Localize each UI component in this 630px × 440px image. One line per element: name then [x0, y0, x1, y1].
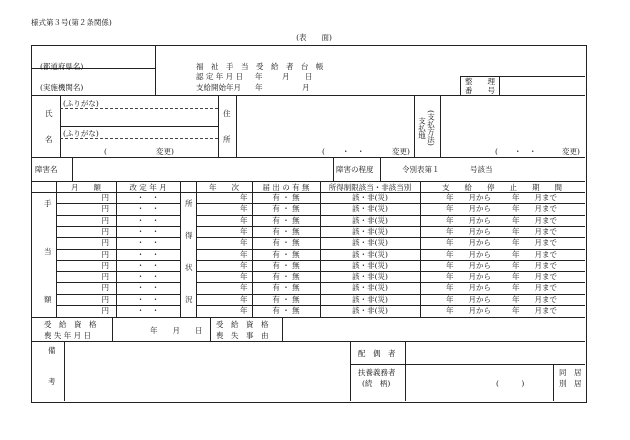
prefecture-label: (都道府県名): [40, 62, 84, 71]
notice-cell: 有 ・ 無: [272, 294, 300, 304]
notice-cell: 有 ・ 無: [272, 283, 300, 293]
payment-change: 変更): [562, 147, 580, 156]
suspension-to-cell: 年 月まで: [512, 272, 557, 282]
income-cell: 該・非(災): [352, 272, 388, 282]
suspension-to-cell: 年 月まで: [512, 238, 557, 248]
shotoku-char: 所: [185, 199, 193, 208]
table-bottom-line: [31, 317, 585, 318]
separate-label: 別 居: [559, 379, 582, 388]
suspension-from-cell: 年 月から: [446, 249, 491, 259]
supporter-label: 扶養義務者: [358, 368, 396, 377]
header-suspension: 支 給 停 止 期 間: [442, 183, 562, 192]
header-revision: 改 定 年 月: [129, 183, 167, 192]
payment-place-label: 支払地: [417, 117, 427, 140]
suspension-from-cell: 年 月から: [446, 294, 491, 304]
suspension-from-cell: 年 月から: [446, 306, 491, 315]
row-line: [56, 249, 180, 250]
header-line: [31, 192, 585, 193]
notice-cell: 有 ・ 無: [272, 193, 300, 202]
year-cell: 年: [240, 204, 248, 214]
year-cell: 年: [240, 260, 248, 270]
revision-cell: ・ ・: [136, 260, 160, 270]
suspension-from-cell: 年 月から: [446, 226, 491, 236]
row-line: [56, 215, 180, 216]
year-cell: 年: [240, 238, 248, 248]
ledger-title: 福 祉 手 当 受 給 者 台 帳: [196, 62, 324, 71]
header-year: 年 次: [209, 183, 239, 192]
suspension-to-cell: 年 月まで: [512, 226, 557, 236]
revision-cell: ・ ・: [136, 249, 160, 259]
suspension-to-cell: 年 月まで: [512, 249, 557, 259]
revision-cell: ・ ・: [136, 283, 160, 293]
suspension-to-cell: 年 月まで: [512, 215, 557, 225]
row-line: [56, 305, 180, 306]
year-cell: 年: [240, 294, 248, 304]
income-cell: 該・非(災): [352, 238, 388, 248]
notice-cell: 有 ・ 無: [272, 215, 300, 225]
year-cell: 年: [240, 306, 248, 315]
suspension-to-cell: 年 月まで: [512, 193, 557, 202]
income-cell: 該・非(災): [352, 215, 388, 225]
loss-reason-label: 受 給 資 格: [216, 320, 269, 329]
income-cell: 該・非(災): [352, 306, 388, 315]
suspension-from-cell: 年 月から: [446, 204, 491, 214]
revision-cell: ・ ・: [136, 204, 160, 214]
income-cell: 該・非(災): [352, 226, 388, 236]
suspension-from-cell: 年 月から: [446, 215, 491, 225]
income-cell: 該・非(災): [352, 283, 388, 293]
year-cell: 年: [240, 272, 248, 282]
payment-method-label: (支払方法): [426, 110, 436, 146]
row-line: [56, 271, 180, 272]
form-number: 様式第３号(第２条関係): [31, 18, 112, 27]
row-line: [56, 282, 180, 283]
amount-cell: 円: [101, 238, 109, 248]
address-label: 住: [223, 109, 231, 118]
disability-degree-label: 障害の程度: [336, 165, 374, 174]
order-table-label: 令別表第１: [402, 165, 440, 174]
year-cell: 年: [240, 226, 248, 236]
revision-cell: ・ ・: [136, 306, 160, 315]
amount-cell: 円: [101, 294, 109, 304]
amount-cell: 円: [101, 226, 109, 236]
amount-cell: 円: [101, 260, 109, 270]
amount-cell: 円: [101, 272, 109, 282]
suspension-to-cell: 年 月まで: [512, 294, 557, 304]
suspension-to-cell: 年 月まで: [512, 260, 557, 270]
amount-cell: 円: [101, 215, 109, 225]
income-cell: 該・非(災): [352, 193, 388, 202]
agency-label: (実施機関名): [40, 83, 84, 92]
revision-cell: ・ ・: [136, 215, 160, 225]
number-label: 番 号: [465, 86, 495, 95]
revision-cell: ・ ・: [136, 226, 160, 236]
year-cell: 年: [240, 215, 248, 225]
suspension-from-cell: 年 月から: [446, 283, 491, 293]
notice-cell: 有 ・ 無: [272, 249, 300, 259]
year-cell: 年: [240, 193, 248, 202]
notice-cell: 有 ・ 無: [272, 260, 300, 270]
revision-cell: ・ ・: [136, 193, 160, 202]
relation-blank: ( ): [496, 379, 525, 388]
revision-cell: ・ ・: [136, 272, 160, 282]
furigana-label: (ふりがな): [63, 99, 99, 108]
reference-label: 整 理: [465, 77, 495, 86]
address-change: 変更): [392, 147, 410, 156]
side-label: (表 面): [296, 33, 332, 42]
income-cell: 該・非(災): [352, 294, 388, 304]
revision-cell: ・ ・: [136, 294, 160, 304]
name-change: 変更): [156, 147, 174, 156]
spouse-label: 配 偶 者: [358, 349, 396, 358]
income-cell: 該・非(災): [352, 260, 388, 270]
amount-cell: 円: [101, 249, 109, 259]
notice-cell: 有 ・ 無: [272, 272, 300, 282]
loss-date-label: 受 給 資 格: [44, 320, 97, 329]
header-income: 所得制限該当・非該当別: [328, 183, 412, 192]
year-cell: 年: [240, 249, 248, 259]
notice-cell: 有 ・ 無: [272, 226, 300, 236]
year-cell: 年: [240, 283, 248, 293]
amount-cell: 円: [101, 306, 109, 315]
suspension-from-cell: 年 月から: [446, 272, 491, 282]
notice-cell: 有 ・ 無: [272, 238, 300, 248]
revision-cell: ・ ・: [136, 238, 160, 248]
cert-date-label: 認 定 年 月 日: [196, 72, 244, 81]
row-line: [56, 294, 180, 295]
suspension-to-cell: 年 月まで: [512, 306, 557, 315]
loss-date-value: 年 月 日: [150, 326, 203, 335]
amount-cell: 円: [101, 283, 109, 293]
income-cell: 該・非(災): [352, 204, 388, 214]
payment-start-label: 支給開始年月: [196, 83, 241, 92]
suspension-from-cell: 年 月から: [446, 193, 491, 202]
header-amount: 月 額: [71, 183, 101, 192]
notice-cell: 有 ・ 無: [272, 204, 300, 214]
cohabit-label: 同 居: [559, 368, 582, 377]
header-notice: 届 出 の 有 無: [262, 183, 310, 192]
grade-label: 号該当: [470, 165, 493, 174]
income-cell: 該・非(災): [352, 249, 388, 259]
notice-cell: 有 ・ 無: [272, 306, 300, 315]
row-line: [56, 226, 180, 227]
row-line: [56, 237, 180, 238]
amount-cell: 円: [101, 204, 109, 214]
suspension-to-cell: 年 月まで: [512, 204, 557, 214]
form-frame: [31, 45, 587, 403]
name-label: 氏: [45, 109, 53, 118]
remarks-label: 備: [48, 346, 56, 355]
suspension-from-cell: 年 月から: [446, 260, 491, 270]
suspension-to-cell: 年 月まで: [512, 283, 557, 293]
disability-name-label: 障害名: [35, 165, 58, 174]
row-line: [56, 203, 180, 204]
teate-char: 手: [44, 199, 52, 208]
amount-cell: 円: [101, 193, 109, 202]
suspension-from-cell: 年 月から: [446, 238, 491, 248]
row-line: [56, 260, 180, 261]
